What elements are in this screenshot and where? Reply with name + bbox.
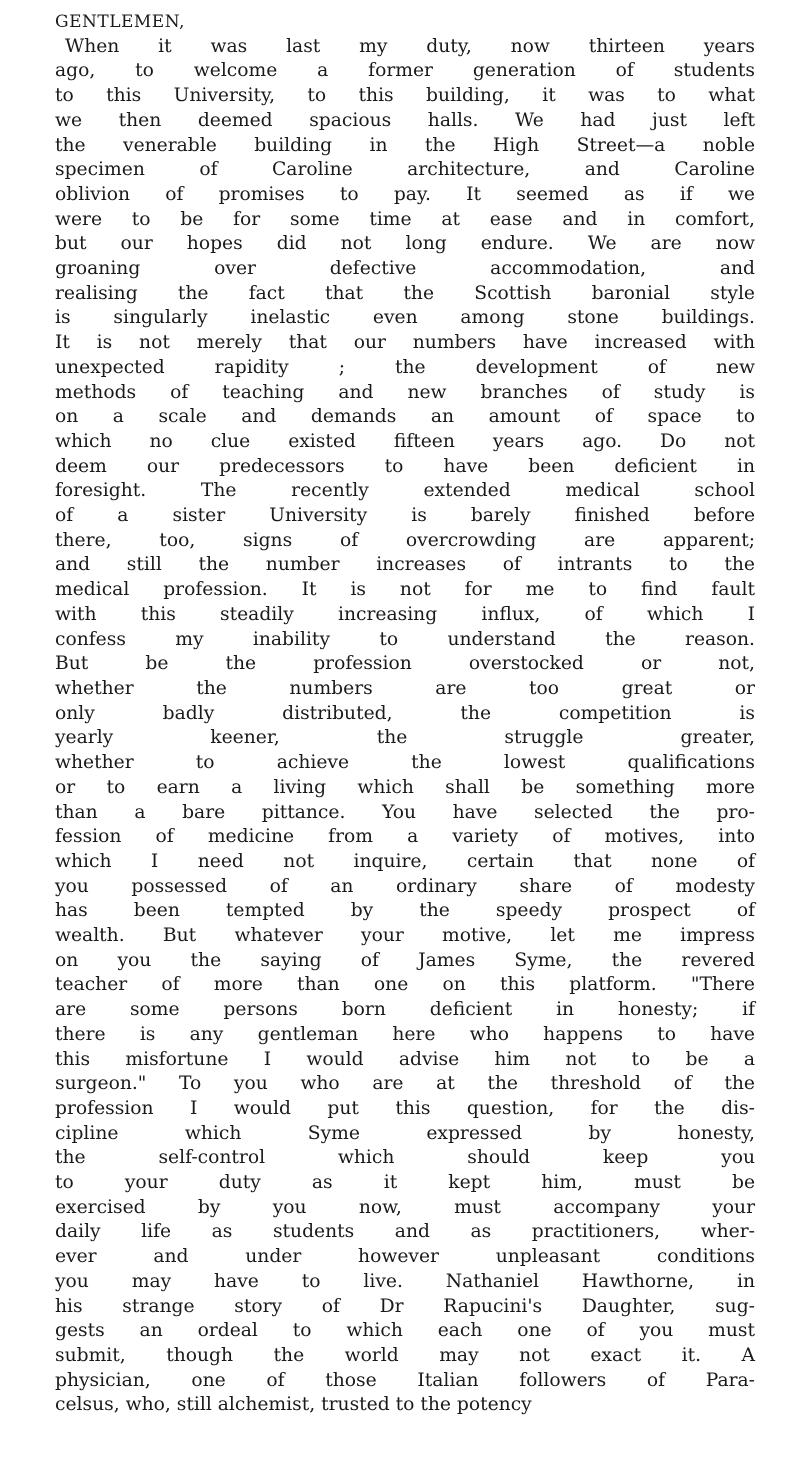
text-line: But be the profession overstocked or not, bbox=[55, 653, 755, 675]
text-line: foresight. The recently extended medical school bbox=[55, 480, 755, 502]
text-line: gests an ordeal to which each one of you must bbox=[55, 1320, 755, 1342]
text-line: celsus, who, still alchemist, trusted to the potency bbox=[55, 1394, 532, 1416]
text-line: methods of teaching and new branches of study is bbox=[55, 381, 755, 403]
text-line: you may have to live. Nathaniel Hawthorne, in bbox=[55, 1270, 755, 1292]
text-line: of a sister University is barely finished before bbox=[55, 505, 755, 527]
text-line: we then deemed spacious halls. We had just left bbox=[55, 109, 755, 131]
text-line: whether the numbers are too great or bbox=[55, 677, 755, 699]
text-line: but our hopes did not long endure. We are now bbox=[55, 233, 755, 255]
text-line: has been tempted by the speedy prospect of bbox=[55, 900, 755, 922]
text-line: which I need not inquire, certain that none of bbox=[55, 850, 755, 872]
text-line: oblivion of promises to pay. It seemed as if we bbox=[55, 183, 755, 205]
text-line: deem our predecessors to have been deficient in bbox=[55, 455, 755, 477]
text-line: realising the fact that the Scottish baronial style bbox=[55, 282, 755, 304]
text-line: and still the number increases of intrants to the bbox=[55, 554, 755, 576]
text-line: surgeon." To you who are at the threshold of the bbox=[55, 1073, 755, 1095]
text-line: submit, though the world may not exact it. A bbox=[55, 1344, 755, 1366]
text-line: When it was last my duty, now thirteen years bbox=[65, 35, 755, 57]
text-line: his strange story of Dr Rapucini's Daughter, sug- bbox=[55, 1295, 755, 1317]
text-line: cipline which Syme expressed by honesty, bbox=[55, 1122, 755, 1144]
text-line: fession of medicine from a variety of motives, into bbox=[55, 826, 755, 848]
text-line: wealth. But whatever your motive, let me impress bbox=[55, 925, 755, 947]
text-line: there is any gentleman here who happens to have bbox=[55, 1023, 755, 1045]
text-line: this misfortune I would advise him not to be a bbox=[55, 1048, 755, 1070]
text-line: ago, to welcome a former generation of students bbox=[55, 60, 755, 82]
text-line: to your duty as it kept him, must be bbox=[55, 1172, 755, 1194]
text-line: were to be for some time at ease and in comfort, bbox=[55, 208, 755, 230]
text-line: with this steadily increasing influx, of which I bbox=[55, 603, 755, 625]
document-page bbox=[55, 10, 755, 1418]
text-line: yearly keener, the struggle greater, bbox=[55, 727, 755, 749]
text-line: on a scale and demands an amount of space to bbox=[55, 406, 755, 428]
text-line: only badly distributed, the competition is bbox=[55, 702, 755, 724]
text-line: medical profession. It is not for me to find fault bbox=[55, 579, 755, 601]
text-line: teacher of more than one on this platform. "There bbox=[55, 974, 755, 996]
text-line: or to earn a living which shall be something more bbox=[55, 776, 755, 798]
text-line: on you the saying of James Syme, the revered bbox=[55, 949, 755, 971]
text-line: there, too, signs of overcrowding are apparent; bbox=[55, 529, 755, 551]
salutation: GENTLEMEN, bbox=[55, 12, 185, 32]
text-line: groaning over defective accommodation, and bbox=[55, 258, 755, 280]
text-line: whether to achieve the lowest qualifications bbox=[55, 752, 755, 774]
text-line: are some persons born deficient in honesty; if bbox=[55, 999, 755, 1021]
text-line: physician, one of those Italian followers of Para- bbox=[55, 1369, 755, 1391]
text-line: which no clue existed fifteen years ago. Do not bbox=[55, 430, 755, 452]
body-text bbox=[55, 35, 755, 1418]
text-line: exercised by you now, must accompany your bbox=[55, 1196, 755, 1218]
text-line: confess my inability to understand the reason. bbox=[55, 628, 755, 650]
text-line: the venerable building in the High Street—a noble bbox=[55, 134, 755, 156]
text-line: you possessed of an ordinary share of modesty bbox=[55, 875, 755, 897]
text-line: specimen of Caroline architecture, and Caroline bbox=[55, 159, 755, 181]
text-line: to this University, to this building, it was to what bbox=[55, 85, 755, 107]
text-line: daily life as students and as practitioners, wher- bbox=[55, 1221, 755, 1243]
text-line: than a bare pittance. You have selected the pro- bbox=[55, 801, 755, 823]
text-line: ever and under however unpleasant conditions bbox=[55, 1246, 755, 1268]
text-line: profession I would put this question, for the dis- bbox=[55, 1097, 755, 1119]
text-line: is singularly inelastic even among stone buildings. bbox=[55, 307, 755, 329]
text-line: unexpected rapidity ; the development of new bbox=[55, 356, 755, 378]
text-line: It is not merely that our numbers have increased with bbox=[55, 332, 755, 354]
text-line: the self-control which should keep you bbox=[55, 1147, 755, 1169]
